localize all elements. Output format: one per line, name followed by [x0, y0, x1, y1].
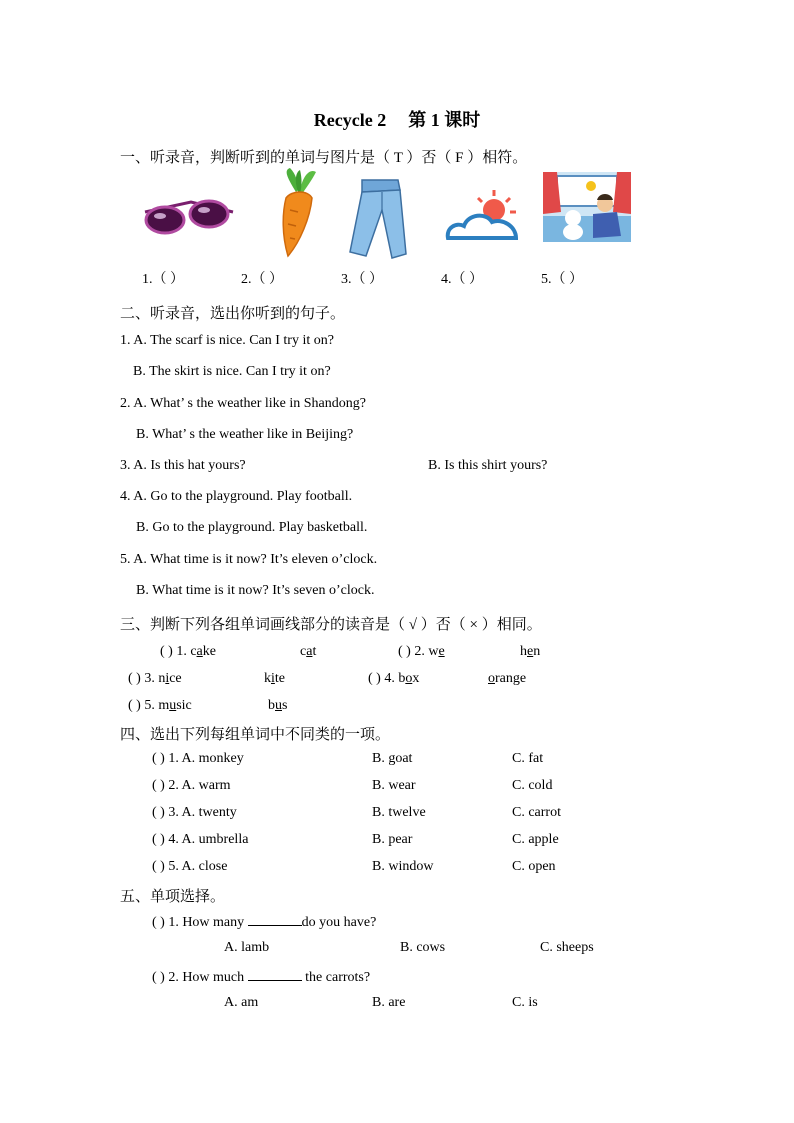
- s3-pair-4-prefix: ( ) 4. b: [368, 671, 406, 686]
- s2-line-4b: B. Go to the playground. Play basketball.: [136, 520, 368, 535]
- s3-pair-3-underline-2: i: [271, 671, 275, 686]
- s4-row-3-question: ( ) 3. A. twenty: [152, 805, 237, 820]
- s3-pair-5-word-2-rest: s: [282, 698, 288, 713]
- s5-question-1-blank: [248, 913, 302, 926]
- s3-pair-4-underline-2: o: [488, 671, 495, 686]
- s3-pair-5-word-2-start: b: [268, 698, 275, 713]
- s2-line-2a: 2. A. What’ s the weather like in Shandong?: [120, 396, 366, 411]
- s3-pair-3-word-2-start: k: [264, 671, 271, 686]
- s4-row-5-option-b: B. window: [372, 859, 434, 874]
- s2-line-4a: 4. A. Go to the playground. Play football.: [120, 489, 353, 504]
- s5-question-2-blank: [248, 968, 302, 981]
- s2-line-5a: 5. A. What time is it now? It’s eleven o’clock.: [120, 552, 378, 567]
- s4-row-5-question: ( ) 5. A. close: [152, 859, 228, 874]
- s2-line-1b: B. The skirt is nice. Can I try it on?: [133, 364, 331, 379]
- s3-pair-1-word-2-start: c: [300, 644, 307, 659]
- s3-pair-5-prefix: ( ) 5. m: [128, 698, 170, 713]
- pants-icon: [344, 176, 410, 262]
- s3-pair-1-underline-2: a: [306, 644, 313, 659]
- section-4-heading: 四、选出下列每组单词中不同类的一项。: [120, 727, 391, 743]
- s5-q1-option-c: C. sheeps: [540, 940, 594, 955]
- title-chinese: 第 1 课时: [408, 110, 481, 130]
- s5-q2-option-a: A. am: [224, 995, 259, 1010]
- s3-pair-5-underline-2: u: [275, 698, 282, 713]
- section-2-heading: 二、听录音，选出你听到的句子。: [120, 306, 346, 322]
- s3-pair-4-underline-1: o: [405, 671, 413, 686]
- s4-row-2-question: ( ) 2. A. warm: [152, 778, 231, 793]
- s1-item-3: 3.（ ）: [341, 272, 383, 287]
- s3-pair-5-word-1-rest: sic: [176, 698, 192, 713]
- s5-question-1-stem: ( ) 1. How many: [152, 915, 248, 930]
- s3-pair-2-prefix: ( ) 2. w: [398, 644, 439, 659]
- s5-question-2: [152, 968, 370, 986]
- s4-row-1-question: ( ) 1. A. monkey: [152, 751, 244, 766]
- s5-question-1-end: do you have?: [301, 915, 377, 930]
- s3-pair-1-word-2-rest: t: [312, 644, 317, 659]
- page-title: [0, 106, 794, 132]
- sunny-cloud-icon: [442, 188, 522, 244]
- s3-pair-5-word-2: [268, 698, 287, 714]
- section-3-heading: 三、判断下列各组单词画线部分的读音是（ √ ）否（ × ）相同。: [120, 617, 542, 633]
- s1-item-1: 1.（ ）: [142, 272, 184, 287]
- s3-pair-5: [128, 698, 192, 714]
- s3-pair-4-word-1-rest: x: [412, 671, 420, 686]
- s5-question-2-end: the carrots?: [301, 970, 371, 985]
- s3-pair-4: [368, 671, 419, 687]
- s5-q1-option-b: B. cows: [400, 940, 446, 955]
- s4-row-1-option-c: C. fat: [512, 751, 544, 766]
- s3-pair-1: [160, 644, 216, 660]
- s3-pair-2-word-2-start: h: [520, 644, 527, 659]
- s3-pair-3-prefix: ( ) 3. n: [128, 671, 166, 686]
- s3-pair-3-underline-1: i: [165, 671, 170, 686]
- s3-pair-5-underline-1: u: [169, 698, 177, 713]
- s3-pair-3-word-2-rest: te: [274, 671, 285, 686]
- s3-pair-3-word-1-rest: ce: [169, 671, 182, 686]
- s4-row-4-question: ( ) 4. A. umbrella: [152, 832, 249, 847]
- s3-pair-2-word-2: [520, 644, 540, 660]
- s5-q1-option-a: A. lamb: [224, 940, 270, 955]
- sunglasses-icon: [143, 190, 235, 240]
- section-5-heading: 五、单项选择。: [120, 889, 226, 905]
- carrot-icon: [268, 166, 328, 258]
- s3-pair-2-underline-2: e: [527, 644, 534, 659]
- s1-item-5: 5.（ ）: [541, 272, 583, 287]
- s3-pair-1-word-1-rest: ke: [202, 644, 216, 659]
- s4-row-4-option-b: B. pear: [372, 832, 413, 847]
- s5-question-1: [152, 913, 376, 931]
- s3-pair-2-underline-1: e: [438, 644, 445, 659]
- s5-q2-option-c: C. is: [512, 995, 538, 1010]
- s4-row-1-option-b: B. goat: [372, 751, 413, 766]
- s4-row-3-option-b: B. twelve: [372, 805, 426, 820]
- s1-item-2: 2.（ ）: [241, 272, 283, 287]
- s2-line-3b: B. Is this shirt yours?: [428, 458, 548, 473]
- s3-pair-4-word-2: [488, 671, 526, 687]
- s2-line-5b: B. What time is it now? It’s seven o’clock.: [136, 583, 375, 598]
- s5-q2-option-b: B. are: [372, 995, 406, 1010]
- s4-row-2-option-b: B. wear: [372, 778, 416, 793]
- s2-line-1a: 1. A. The scarf is nice. Can I try it on?: [120, 333, 334, 348]
- s3-pair-1-underline-1: a: [196, 644, 203, 659]
- s3-pair-1-prefix: ( ) 1. c: [160, 644, 197, 659]
- s4-row-5-option-c: C. open: [512, 859, 556, 874]
- s3-pair-1-word-2: [300, 644, 316, 660]
- section-1-heading: 一、听录音，判断听到的单词与图片是（ T ）否（ F ）相符。: [120, 150, 528, 166]
- s1-item-4: 4.（ ）: [441, 272, 483, 287]
- s3-pair-4-word-2-rest: range: [495, 671, 527, 686]
- s3-pair-3-word-2: [264, 671, 285, 687]
- s2-line-2b: B. What’ s the weather like in Beijing?: [136, 427, 354, 442]
- s3-pair-2-word-2-rest: n: [533, 644, 541, 659]
- s3-pair-2: [398, 644, 445, 660]
- window-room-icon: [543, 172, 631, 242]
- s4-row-3-option-c: C. carrot: [512, 805, 561, 820]
- s5-question-2-stem: ( ) 2. How much: [152, 970, 248, 985]
- title-english: Recycle 2: [313, 110, 387, 130]
- s4-row-4-option-c: C. apple: [512, 832, 559, 847]
- s3-pair-3: [128, 671, 182, 687]
- s4-row-2-option-c: C. cold: [512, 778, 553, 793]
- s2-line-3a: 3. A. Is this hat yours?: [120, 458, 246, 473]
